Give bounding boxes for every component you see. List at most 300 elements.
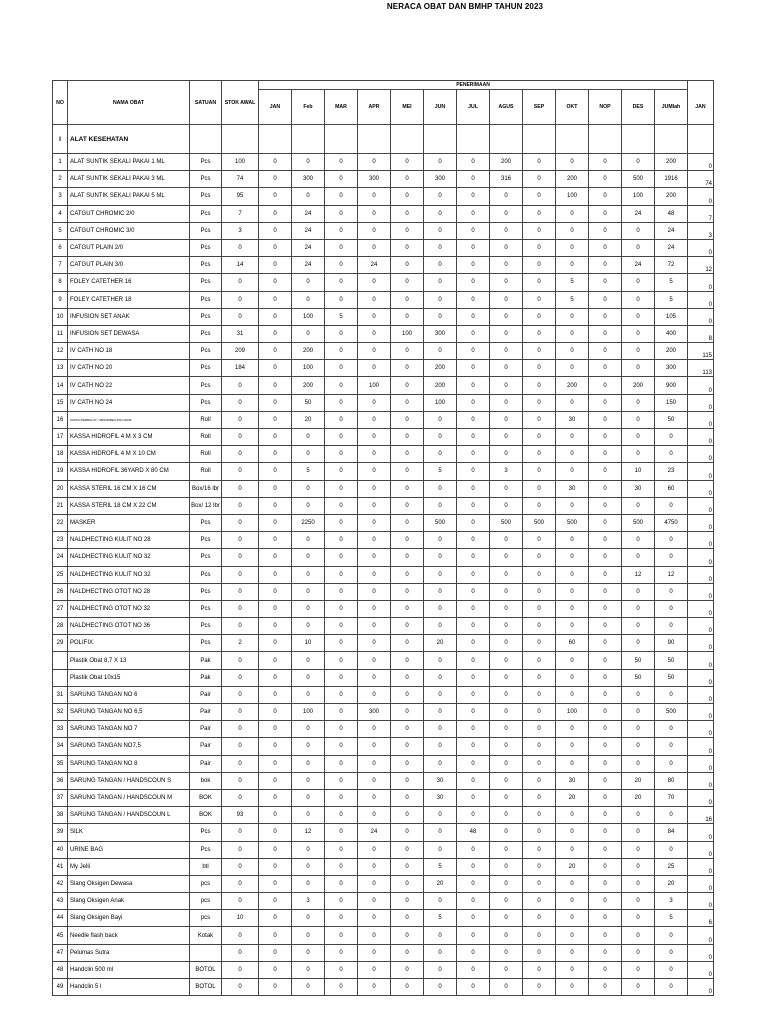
- month-value: 0: [556, 222, 589, 239]
- month-value: 0: [589, 841, 622, 858]
- month-value: 0: [457, 257, 490, 274]
- section-row: [53, 125, 714, 154]
- item-unit: Pcs: [190, 635, 222, 652]
- month-value: 0: [424, 188, 457, 205]
- month-value: 0: [490, 497, 523, 514]
- month-value: 0: [490, 291, 523, 308]
- month-value: 0: [259, 652, 292, 669]
- month-value: 0: [490, 927, 523, 944]
- header-month: NOP: [589, 90, 622, 125]
- row-number: 17: [53, 429, 68, 446]
- item-total: 0: [655, 738, 688, 755]
- table-row: [53, 583, 714, 600]
- item-total: 0: [655, 532, 688, 549]
- month-value: 0: [622, 841, 655, 858]
- month-value: 0: [589, 704, 622, 721]
- month-value: 0: [622, 222, 655, 239]
- month-value: 0: [292, 979, 325, 996]
- next-jan-value: 115: [688, 343, 714, 360]
- month-value: 0: [457, 704, 490, 721]
- month-value: 0: [490, 343, 523, 360]
- row-number: 11: [53, 325, 68, 342]
- month-value: 0: [523, 824, 556, 841]
- table-row: [53, 738, 714, 755]
- month-value: 0: [622, 704, 655, 721]
- month-value: 0: [259, 411, 292, 428]
- item-total: 0: [655, 618, 688, 635]
- item-name: NALDHECTING OTOT NO 32: [68, 600, 190, 617]
- item-name: Slang Oksigen Anak: [68, 893, 190, 910]
- month-value: 316: [490, 171, 523, 188]
- month-value: 0: [391, 875, 424, 892]
- month-value: 0: [424, 480, 457, 497]
- month-value: 0: [556, 239, 589, 256]
- month-value: 0: [490, 480, 523, 497]
- empty-cell: [190, 125, 222, 154]
- empty-cell: [292, 125, 325, 154]
- item-name: INFUSION SET ANAK: [68, 308, 190, 325]
- month-value: 0: [490, 549, 523, 566]
- month-value: 0: [490, 600, 523, 617]
- month-value: 0: [358, 566, 391, 583]
- month-value: 50: [292, 394, 325, 411]
- item-stock: 31: [222, 325, 259, 342]
- month-value: 0: [259, 858, 292, 875]
- month-value: 0: [259, 549, 292, 566]
- month-value: 0: [358, 618, 391, 635]
- empty-cell: [424, 125, 457, 154]
- month-value: 0: [358, 807, 391, 824]
- row-number: 45: [53, 927, 68, 944]
- month-value: 0: [292, 927, 325, 944]
- month-value: 0: [523, 308, 556, 325]
- month-value: 0: [523, 497, 556, 514]
- month-value: 0: [424, 824, 457, 841]
- month-value: 0: [259, 944, 292, 961]
- month-value: 2250: [292, 514, 325, 531]
- item-unit: BOTOL: [190, 961, 222, 978]
- month-value: 0: [259, 789, 292, 806]
- month-value: 0: [391, 600, 424, 617]
- month-value: 0: [391, 566, 424, 583]
- item-name: Slang Oksigen Bayi: [68, 910, 190, 927]
- month-value: 0: [622, 325, 655, 342]
- item-unit: Pak: [190, 652, 222, 669]
- item-unit: BOK: [190, 789, 222, 806]
- item-unit: Pcs: [190, 532, 222, 549]
- month-value: 12: [292, 824, 325, 841]
- month-value: 0: [391, 239, 424, 256]
- month-value: 0: [622, 497, 655, 514]
- table-row: [53, 652, 714, 669]
- month-value: 200: [622, 377, 655, 394]
- month-value: 0: [556, 910, 589, 927]
- month-value: 0: [292, 686, 325, 703]
- month-value: 0: [622, 755, 655, 772]
- month-value: 0: [490, 360, 523, 377]
- month-value: 0: [259, 738, 292, 755]
- item-unit: [190, 944, 222, 961]
- month-value: 0: [391, 910, 424, 927]
- month-value: 0: [490, 411, 523, 428]
- next-jan-value: 0: [688, 789, 714, 806]
- next-jan-value: 16: [688, 807, 714, 824]
- month-value: 0: [391, 824, 424, 841]
- month-value: 100: [424, 394, 457, 411]
- month-value: 0: [556, 463, 589, 480]
- next-jan-value: 0: [688, 652, 714, 669]
- month-value: 0: [292, 721, 325, 738]
- month-value: 0: [523, 944, 556, 961]
- item-name: Plastik Obat 10x15: [68, 669, 190, 686]
- row-number: 4: [53, 205, 68, 222]
- month-value: 0: [589, 154, 622, 171]
- header-month: JAN: [259, 90, 292, 125]
- month-value: 0: [556, 360, 589, 377]
- next-jan-value: 0: [688, 566, 714, 583]
- month-value: 0: [259, 325, 292, 342]
- month-value: 0: [292, 532, 325, 549]
- month-value: 0: [490, 772, 523, 789]
- next-jan-value: 0: [688, 497, 714, 514]
- month-value: 0: [325, 360, 358, 377]
- month-value: 0: [490, 257, 523, 274]
- header-penerimaan: PENERIMAAN: [259, 81, 688, 90]
- ledger-table: [52, 80, 714, 996]
- month-value: 0: [556, 583, 589, 600]
- item-stock: 0: [222, 927, 259, 944]
- month-value: 0: [457, 154, 490, 171]
- month-value: 0: [490, 807, 523, 824]
- month-value: 0: [457, 343, 490, 360]
- month-value: 0: [391, 480, 424, 497]
- month-value: 5: [556, 291, 589, 308]
- month-value: 0: [325, 497, 358, 514]
- month-value: 0: [523, 772, 556, 789]
- header-stok-awal: STOK AWAL: [222, 81, 259, 125]
- month-value: 0: [490, 239, 523, 256]
- table-row: [53, 910, 714, 927]
- next-jan-value: 0: [688, 686, 714, 703]
- month-value: 20: [424, 875, 457, 892]
- empty-cell: [259, 125, 292, 154]
- item-name: IV CATH NO 24: [68, 394, 190, 411]
- month-value: 0: [490, 721, 523, 738]
- month-value: 0: [259, 824, 292, 841]
- next-jan-value: 0: [688, 239, 714, 256]
- month-value: 0: [391, 188, 424, 205]
- month-value: 0: [391, 841, 424, 858]
- item-unit: Pair: [190, 755, 222, 772]
- empty-cell: [589, 125, 622, 154]
- month-value: 300: [358, 704, 391, 721]
- month-value: 0: [424, 549, 457, 566]
- month-value: 0: [391, 961, 424, 978]
- item-unit: Pcs: [190, 377, 222, 394]
- month-value: 0: [424, 686, 457, 703]
- month-value: 0: [490, 686, 523, 703]
- month-value: 500: [622, 171, 655, 188]
- table-row: [53, 669, 714, 686]
- month-value: 0: [457, 738, 490, 755]
- month-value: 0: [457, 497, 490, 514]
- next-jan-value: 0: [688, 583, 714, 600]
- item-name: NALDHECTING KULIT NO 32: [68, 566, 190, 583]
- item-stock: 0: [222, 411, 259, 428]
- row-number: 3: [53, 188, 68, 205]
- item-name: Handclin 500 ml: [68, 961, 190, 978]
- page-title: NERACA OBAT DAN BMHP TAHUN 2023: [386, 2, 544, 11]
- table-row: [53, 343, 714, 360]
- header-month: Feb: [292, 90, 325, 125]
- item-unit: Pair: [190, 686, 222, 703]
- month-value: 0: [523, 704, 556, 721]
- month-value: 0: [490, 377, 523, 394]
- month-value: 0: [490, 841, 523, 858]
- month-value: 0: [391, 738, 424, 755]
- month-value: 0: [259, 979, 292, 996]
- month-value: 0: [292, 600, 325, 617]
- item-name: IV CATH NO 18: [68, 343, 190, 360]
- item-name: NALDHECTING OTOT NO 28: [68, 583, 190, 600]
- month-value: 0: [490, 669, 523, 686]
- month-value: 0: [358, 429, 391, 446]
- month-value: 0: [292, 429, 325, 446]
- month-value: 0: [292, 875, 325, 892]
- month-value: 0: [391, 411, 424, 428]
- item-stock: 0: [222, 566, 259, 583]
- month-value: 0: [358, 239, 391, 256]
- month-value: 0: [589, 583, 622, 600]
- month-value: 0: [292, 446, 325, 463]
- item-unit: Pair: [190, 738, 222, 755]
- next-jan-value: 0: [688, 291, 714, 308]
- month-value: 0: [424, 566, 457, 583]
- month-value: 0: [556, 721, 589, 738]
- month-value: 0: [358, 738, 391, 755]
- month-value: 0: [556, 308, 589, 325]
- month-value: 0: [424, 205, 457, 222]
- month-value: 0: [622, 154, 655, 171]
- month-value: 0: [457, 308, 490, 325]
- month-value: 0: [325, 343, 358, 360]
- month-value: 200: [424, 377, 457, 394]
- month-value: 0: [457, 910, 490, 927]
- item-name: KASSA HIDROFIL 36YARD X 80 CM: [68, 463, 190, 480]
- month-value: 0: [490, 858, 523, 875]
- month-value: 0: [391, 394, 424, 411]
- month-value: 0: [325, 532, 358, 549]
- month-value: 0: [589, 858, 622, 875]
- next-jan-value: 113: [688, 360, 714, 377]
- item-name: SILK: [68, 824, 190, 841]
- header-month: SEP: [523, 90, 556, 125]
- item-total: 4750: [655, 514, 688, 531]
- month-value: 100: [292, 308, 325, 325]
- month-value: 0: [424, 979, 457, 996]
- header-month: JUN: [424, 90, 457, 125]
- month-value: 0: [523, 652, 556, 669]
- month-value: 20: [556, 858, 589, 875]
- item-name: SARUNG TANGAN NO7,5: [68, 738, 190, 755]
- month-value: 0: [523, 377, 556, 394]
- item-stock: 184: [222, 360, 259, 377]
- month-value: 0: [292, 944, 325, 961]
- month-value: 0: [325, 274, 358, 291]
- item-name: FOLEY CATETHER 16: [68, 274, 190, 291]
- month-value: 0: [490, 222, 523, 239]
- item-name: Pelumas Sutra: [68, 944, 190, 961]
- row-number: 29: [53, 635, 68, 652]
- month-value: 0: [457, 360, 490, 377]
- month-value: 0: [457, 807, 490, 824]
- row-number: 19: [53, 463, 68, 480]
- row-number: 26: [53, 583, 68, 600]
- month-value: 0: [391, 669, 424, 686]
- month-value: 5: [424, 858, 457, 875]
- item-total: 0: [655, 841, 688, 858]
- next-jan-value: 0: [688, 377, 714, 394]
- month-value: 0: [622, 824, 655, 841]
- month-value: 0: [622, 308, 655, 325]
- month-value: 500: [523, 514, 556, 531]
- month-value: 0: [358, 721, 391, 738]
- month-value: 0: [325, 927, 358, 944]
- month-value: 0: [622, 893, 655, 910]
- item-name: KASSA HIDROFIL 4 M X 10 CM: [68, 446, 190, 463]
- empty-cell: [391, 125, 424, 154]
- month-value: 0: [622, 411, 655, 428]
- month-value: 10: [292, 635, 325, 652]
- month-value: 5: [292, 463, 325, 480]
- month-value: 0: [556, 824, 589, 841]
- month-value: 0: [490, 824, 523, 841]
- month-value: 0: [424, 446, 457, 463]
- row-number: 1: [53, 154, 68, 171]
- item-name: CATGUT PLAIN 3/0: [68, 257, 190, 274]
- month-value: 24: [292, 222, 325, 239]
- month-value: 0: [589, 927, 622, 944]
- month-value: 0: [457, 188, 490, 205]
- month-value: 0: [457, 772, 490, 789]
- item-name: CATGUT CHROMIC 3/0: [68, 222, 190, 239]
- month-value: 0: [457, 239, 490, 256]
- month-value: 0: [523, 291, 556, 308]
- month-value: 0: [523, 789, 556, 806]
- month-value: 0: [490, 325, 523, 342]
- month-value: 0: [325, 377, 358, 394]
- month-value: 0: [523, 927, 556, 944]
- table-row: [53, 154, 714, 171]
- month-value: 0: [259, 429, 292, 446]
- month-value: 0: [391, 257, 424, 274]
- month-value: 0: [457, 841, 490, 858]
- month-value: 200: [292, 377, 325, 394]
- month-value: 0: [358, 343, 391, 360]
- month-value: 0: [556, 669, 589, 686]
- table-row: [53, 463, 714, 480]
- month-value: 100: [556, 704, 589, 721]
- row-number: 37: [53, 789, 68, 806]
- item-total: 80: [655, 772, 688, 789]
- month-value: 0: [424, 154, 457, 171]
- month-value: 0: [457, 944, 490, 961]
- month-value: 0: [622, 910, 655, 927]
- month-value: 30: [556, 411, 589, 428]
- month-value: 0: [523, 446, 556, 463]
- item-name: KASSA STERIL 16 CM X 16 CM: [68, 480, 190, 497]
- month-value: 0: [523, 755, 556, 772]
- row-number: 44: [53, 910, 68, 927]
- item-unit: Roll: [190, 429, 222, 446]
- month-value: 0: [556, 979, 589, 996]
- item-stock: 0: [222, 669, 259, 686]
- row-number: 48: [53, 961, 68, 978]
- next-jan-value: 0: [688, 738, 714, 755]
- item-total: 0: [655, 721, 688, 738]
- month-value: 0: [259, 205, 292, 222]
- month-value: 0: [523, 222, 556, 239]
- table-row: [53, 360, 714, 377]
- table-row: [53, 446, 714, 463]
- month-value: 0: [292, 188, 325, 205]
- month-value: 0: [589, 807, 622, 824]
- month-value: 10: [622, 463, 655, 480]
- item-total: 0: [655, 429, 688, 446]
- month-value: 0: [457, 446, 490, 463]
- month-value: 0: [622, 583, 655, 600]
- month-value: 0: [589, 618, 622, 635]
- table-row: [53, 377, 714, 394]
- row-number: 7: [53, 257, 68, 274]
- header-month: JUMlah: [655, 90, 688, 125]
- item-total: 84: [655, 824, 688, 841]
- item-name: KASSA STERIL 18 CM X 22 CM: [68, 497, 190, 514]
- month-value: 0: [259, 446, 292, 463]
- month-value: 0: [490, 583, 523, 600]
- month-value: 24: [622, 205, 655, 222]
- month-value: 0: [358, 205, 391, 222]
- month-value: 0: [424, 704, 457, 721]
- item-unit: Pcs: [190, 291, 222, 308]
- item-total: 0: [655, 755, 688, 772]
- item-total: 0: [655, 927, 688, 944]
- item-name: ALAT SUNTIK SEKALI PAKAI 5 ML: [68, 188, 190, 205]
- month-value: 0: [490, 944, 523, 961]
- month-value: 0: [391, 721, 424, 738]
- month-value: 0: [391, 652, 424, 669]
- row-number: 10: [53, 308, 68, 325]
- month-value: 0: [424, 755, 457, 772]
- next-jan-value: 0: [688, 927, 714, 944]
- table-row: [53, 274, 714, 291]
- month-value: 0: [325, 411, 358, 428]
- item-name: ALAT SUNTIK SEKALI PAKAI 1 ML: [68, 154, 190, 171]
- item-unit: Pcs: [190, 188, 222, 205]
- table-row: [53, 875, 714, 892]
- month-value: 0: [424, 721, 457, 738]
- header-month: JUL: [457, 90, 490, 125]
- header-month: OKT: [556, 90, 589, 125]
- month-value: 24: [622, 257, 655, 274]
- month-value: 5: [325, 308, 358, 325]
- item-name: SARUNG TANGAN / HANDSCOUN L: [68, 807, 190, 824]
- month-value: 20: [556, 789, 589, 806]
- row-number: 40: [53, 841, 68, 858]
- month-value: 0: [556, 652, 589, 669]
- item-total: 90: [655, 635, 688, 652]
- month-value: 0: [457, 429, 490, 446]
